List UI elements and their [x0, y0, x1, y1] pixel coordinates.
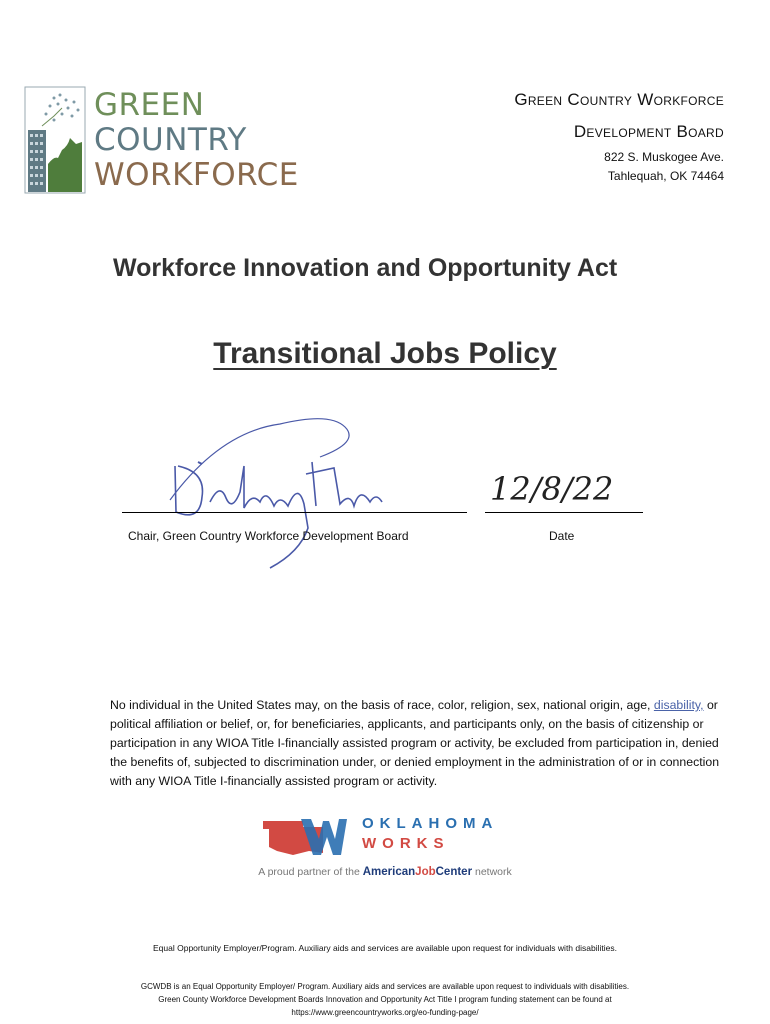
org-name-line2: Development Board — [573, 122, 724, 141]
disability-link[interactable]: disability, — [653, 698, 704, 712]
handwritten-signature — [140, 402, 640, 572]
oklahoma-works-logo-icon — [263, 817, 347, 857]
partner-tagline — [0, 866, 770, 878]
tagline-start: A proud partner of the — [258, 866, 363, 878]
date-line — [485, 512, 643, 513]
green-country-workforce-logo — [24, 86, 299, 198]
act-title: Workforce Innovation and Opportunity Act — [113, 254, 618, 282]
tagline-end: network — [472, 866, 512, 878]
chair-label: Chair, Green Country Workforce Development Board — [128, 529, 409, 543]
american-job-center-logo — [363, 866, 472, 878]
eeo-statement: Equal Opportunity Employer/Program. Auxiliary aids and services are available upon request for individuals with disabilities. — [153, 943, 617, 953]
ajc-american: American — [362, 866, 416, 878]
logo-emblem-icon — [24, 86, 86, 194]
logo-word-workforce: WORKFORCE — [94, 157, 299, 193]
org-header — [514, 84, 724, 186]
signed-date: 12/8/22 — [490, 470, 614, 508]
statement-text-start: No individual in the United States may, on the basis of race, color, religion, sex, national origin, age, — [110, 698, 654, 712]
org-address-street: 822 S. Muskogee Ave. — [604, 150, 724, 164]
oklahoma-works-line2: WORKS — [362, 835, 450, 852]
footer-line1: GCWDB is an Equal Opportunity Employer/ Program. Auxiliary aids and services are available upon request to individuals with disabilities. — [140, 982, 630, 991]
logo-word-green: GREEN — [94, 87, 205, 123]
ajc-job: Job — [415, 866, 436, 878]
signature-line — [122, 512, 467, 513]
org-name-line1: Green Country Workforce — [514, 90, 724, 109]
statement-text-end: or political affiliation or belief, or, for beneficiaries, applicants, and participants only, on the basis of citizenship or participation in any WIOA Title I-financially assisted program or activity, be excluded from participation in, denied the benefits of, subjected to discrimination under, or denied employment in the administration of or in connection with any WIOA Title I-financially assisted program or activity. — [110, 698, 720, 788]
policy-title — [0, 337, 770, 371]
policy-title-text: Transitional Jobs Policy — [213, 337, 557, 370]
nondiscrimination-statement — [110, 696, 725, 791]
logo-word-country: COUNTRY — [94, 122, 247, 158]
oklahoma-works-line1: OKLAHOMA — [362, 815, 499, 832]
footer-line2: Green County Workforce Development Boards Innovation and Opportunity Act Title I program funding statement can be found at — [158, 995, 612, 1004]
org-address-city: Tahlequah, OK 74464 — [607, 169, 724, 183]
date-label: Date — [549, 529, 575, 543]
footer-funding-statement — [0, 980, 770, 1019]
footer-url[interactable]: https://www.greencountryworks.org/eo-funding-page/ — [291, 1008, 479, 1017]
ajc-center: Center — [435, 866, 473, 878]
